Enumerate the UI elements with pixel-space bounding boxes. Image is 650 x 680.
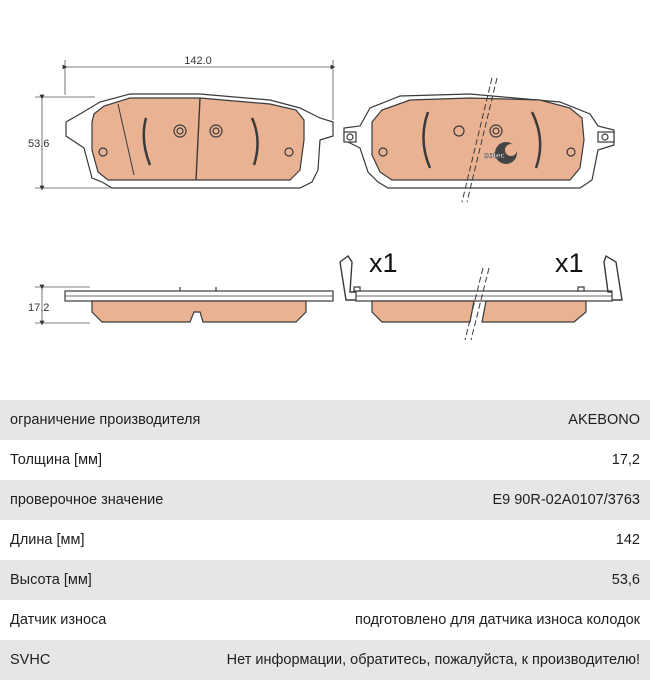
spec-row-height [0,560,650,600]
spec-label: SVHC [10,652,51,668]
spec-value: подготовлено для датчика износа колодок [354,612,640,628]
spec-row-thickness [0,440,650,480]
height-dimension-label: 53.6 [28,138,50,150]
length-dimension-label: 142.0 [184,55,212,67]
spec-value: 53,6 [611,572,640,588]
svg-text:cotec: cotec [484,151,505,160]
spec-label: Длина [мм] [10,532,85,548]
right-pad-front-view [344,94,614,188]
spec-value: 17,2 [611,452,640,468]
quantity-left-label: x1 [369,248,398,278]
spec-label: Высота [мм] [10,572,92,588]
spec-label: Датчик износа [10,612,107,628]
right-friction-material [372,98,584,180]
spec-label: Толщина [мм] [10,452,103,468]
quantity-right-label: x1 [555,248,584,278]
spec-row-test-value [0,480,650,520]
spec-row-wear-sensor [0,600,650,640]
spec-label: ограничение производителя [10,412,201,428]
spec-row-svhc [0,640,650,680]
specs-table [0,400,650,680]
left-pad-front-view [66,94,333,188]
spec-value: 142 [615,532,640,548]
spec-row-length [0,520,650,560]
spec-row-manufacturer-restriction [0,400,650,440]
thickness-dimension-label: 17.2 [28,302,50,314]
spec-value: E9 90R-02A0107/3763 [492,492,640,508]
spec-value: Нет информации, обратитесь, пожалуйста, к производителю! [226,652,640,668]
spec-value: AKEBONO [568,412,640,428]
left-pad-side-view [65,287,333,322]
spec-label: проверочное значение [10,492,164,508]
